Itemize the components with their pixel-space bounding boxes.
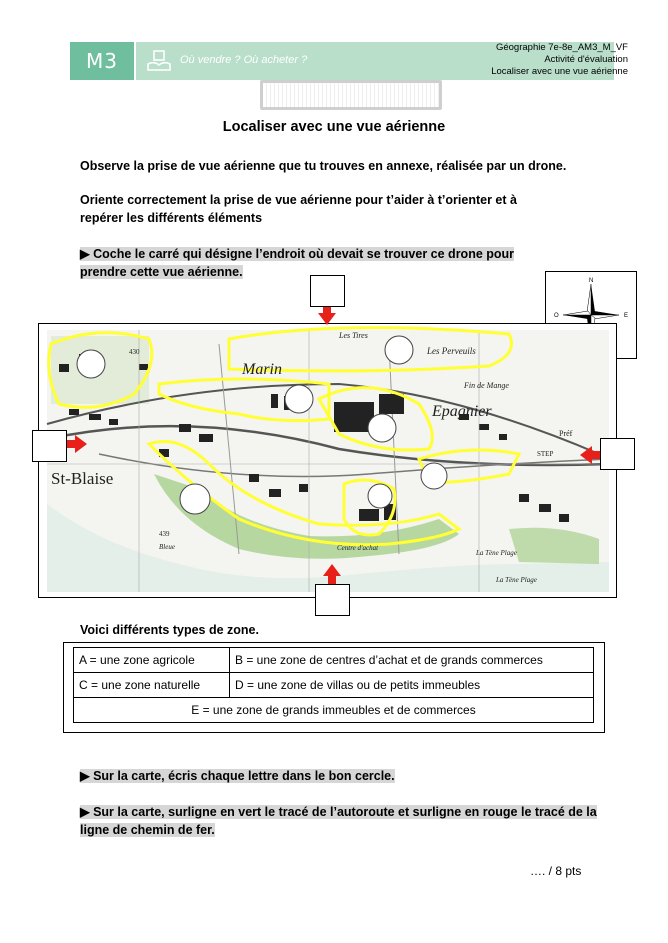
answer-circle[interactable]	[421, 463, 447, 489]
zone-b: B = une zone de centres d’achat et de grands commerces	[230, 648, 594, 673]
header-meta	[491, 42, 628, 78]
zone-e: E = une zone de grands immeubles et de commerces	[74, 698, 594, 723]
drone-checkbox-south[interactable]	[315, 584, 350, 616]
label-bleue: Bleue	[159, 543, 175, 551]
score: …. / 8 pts	[530, 864, 582, 878]
arrow-south-icon	[323, 564, 341, 584]
hands-box-icon	[146, 48, 172, 74]
answer-circle[interactable]	[285, 385, 313, 413]
arrow-north-icon	[318, 305, 336, 325]
label-tene-plage: La Tène Plage	[476, 549, 517, 557]
compass-o: O	[554, 313, 559, 319]
label-tires: Les Tires	[339, 331, 368, 340]
module-badge: M3	[70, 42, 134, 80]
label-altitude-430: 430	[129, 348, 140, 356]
page-title: Localiser avec une vue aérienne	[222, 119, 446, 135]
zone-c: C = une zone naturelle	[74, 673, 230, 698]
compass-e: E	[624, 313, 629, 319]
answer-circle[interactable]	[385, 336, 413, 364]
label-epagnier: Epagnier	[432, 403, 492, 420]
zones-label: Voici différents types de zone.	[80, 623, 259, 637]
label-marin: Marin	[242, 361, 282, 378]
instruction-2	[80, 767, 610, 785]
header-meta-line: Géographie 7e-8e_AM3_M_VF	[495, 42, 628, 53]
answer-circle[interactable]	[368, 484, 392, 508]
intro-text-1: Observe la prise de vue aérienne que tu trouves en annexe, réalisée par un drone.	[80, 159, 567, 173]
answer-circle[interactable]	[368, 414, 396, 442]
label-step: STEP	[537, 450, 554, 458]
arrow-east-icon	[580, 446, 602, 464]
name-field-scribble	[260, 80, 442, 110]
header-meta-line: Activité d'évaluation	[544, 54, 628, 65]
instruction-2-text: ▶ Sur la carte, écris chaque lettre dans le bon cercle.	[80, 769, 395, 783]
answer-circle[interactable]	[77, 350, 105, 378]
intro-text-2: Oriente correctement la prise de vue aérienne pour t’aider à t’orienter et à repérer les différents éléments	[80, 193, 517, 225]
compass-n: N	[589, 278, 594, 284]
drone-checkbox-east[interactable]	[600, 438, 635, 470]
label-st-blaise: St-Blaise	[51, 469, 114, 488]
map-drawing	[39, 324, 616, 597]
label-fin-de-mange: Fin de Mange	[464, 381, 509, 390]
instruction-3-text: ▶ Sur la carte, surligne en vert le tracé de l’autoroute et surligne en rouge le tracé de la ligne de chemin de fer.	[80, 805, 597, 837]
drone-checkbox-north[interactable]	[310, 275, 345, 307]
zone-a: A = une zone agricole	[74, 648, 230, 673]
label-altitude-439: 439	[159, 530, 170, 538]
label-perveuils: Les Perveuils	[427, 346, 476, 356]
aerial-map	[38, 323, 617, 598]
instruction-3	[80, 803, 608, 839]
zones-table	[73, 647, 594, 723]
label-pref: Préf	[559, 429, 573, 438]
label-centre-achat: Centre d'achat	[337, 544, 379, 552]
arrow-west-icon	[65, 435, 87, 453]
drone-checkbox-west[interactable]	[32, 430, 67, 462]
zone-d: D = une zone de villas ou de petits immeubles	[230, 673, 594, 698]
label-tene-plage-2: La Tène Plage	[496, 576, 537, 584]
header-subtitle: Où vendre ? Où acheter ?	[180, 54, 308, 66]
answer-circle[interactable]	[180, 484, 210, 514]
instruction-1-text: ▶ Coche le carré qui désigne l’endroit où devait se trouver ce drone pour prendre cette vue aérienne.	[80, 247, 515, 279]
header-meta-line: Localiser avec une vue aérienne	[491, 66, 628, 77]
